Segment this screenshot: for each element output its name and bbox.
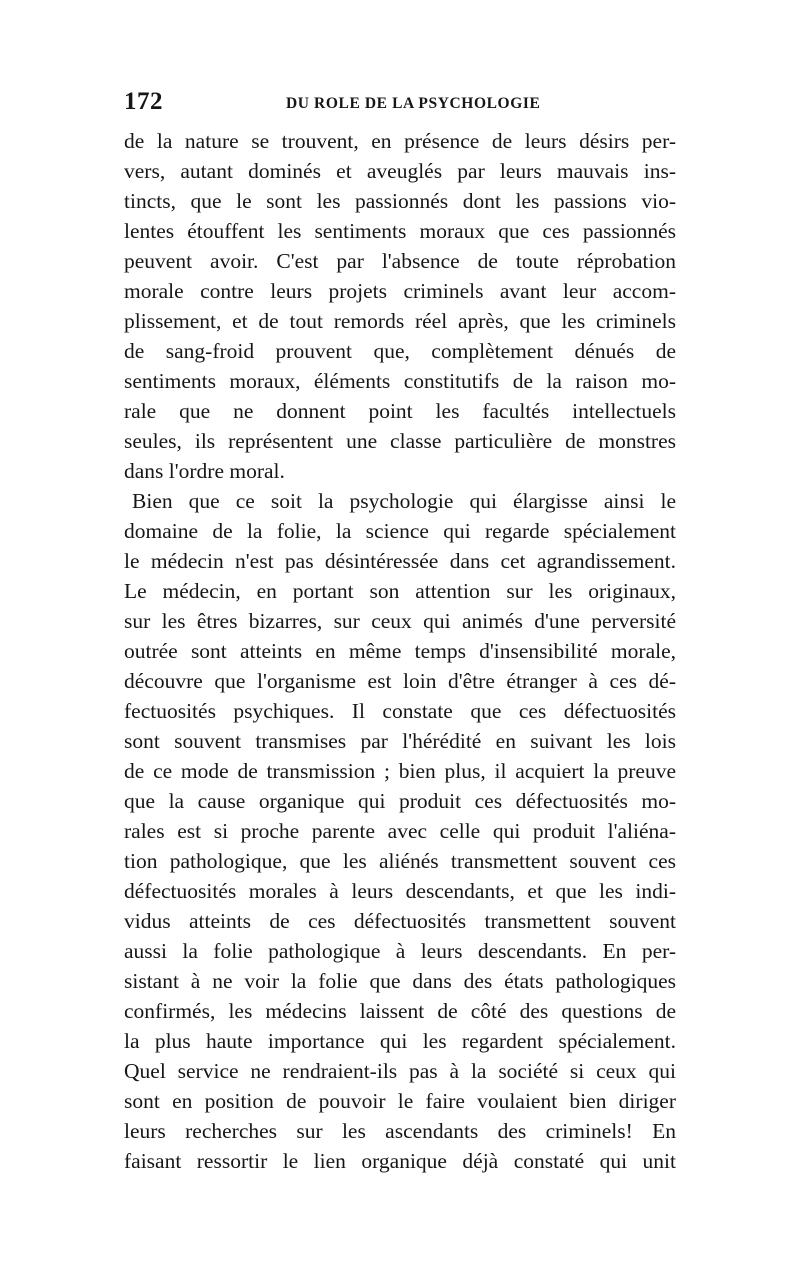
text-line: plissement, et de tout remords réel après, que les criminels (124, 309, 676, 333)
text-line: aussi la folie pathologique à leurs descendants. En per- (124, 939, 676, 963)
text-line: de la nature se trouvent, en présence de leurs désirs per- (124, 129, 676, 153)
text-line: tion pathologique, que les aliénés transmettent souvent ces (124, 849, 676, 873)
text-line: le médecin n'est pas désintéressée dans cet agrandissement. (124, 549, 676, 573)
text-line: peuvent avoir. C'est par l'absence de toute réprobation (124, 249, 676, 273)
text-line: que la cause organique qui produit ces défectuosités mo- (124, 789, 676, 813)
text-line: fectuosités psychiques. Il constate que ces défectuosités (124, 699, 676, 723)
text-line: Le médecin, en portant son attention sur les originaux, (124, 579, 676, 603)
paragraph-2 (124, 486, 676, 1176)
text-line: faisant ressortir le lien organique déjà constaté qui unit (124, 1149, 676, 1173)
text-line: Quel service ne rendraient-ils pas à la société si ceux qui (124, 1059, 676, 1083)
text-line: confirmés, les médecins laissent de côté des questions de (124, 999, 676, 1023)
text-line: défectuosités morales à leurs descendants, et que les indi- (124, 879, 676, 903)
text-line: lentes étouffent les sentiments moraux que ces passionnés (124, 219, 676, 243)
text-line: outrée sont atteints en même temps d'insensibilité morale, (124, 639, 676, 663)
paragraph-1 (124, 126, 676, 486)
text-line: sentiments moraux, éléments constitutifs de la raison mo- (124, 369, 676, 393)
text-line: de ce mode de transmission ; bien plus, il acquiert la preuve (124, 759, 676, 783)
text-line: rales est si proche parente avec celle qui produit l'aliéna- (124, 819, 676, 843)
text-line: sistant à ne voir la folie que dans des états pathologiques (124, 969, 676, 993)
running-head: DU ROLE DE LA PSYCHOLOGIE (286, 95, 541, 112)
text-line: leurs recherches sur les ascendants des criminels! En (124, 1119, 676, 1143)
text-line: de sang-froid prouvent que, complètement dénués de (124, 339, 676, 363)
text-line: Bien que ce soit la psychologie qui élargisse ainsi le (132, 489, 676, 513)
text-line: sont en position de pouvoir le faire voulaient bien diriger (124, 1089, 676, 1113)
text-line: vers, autant dominés et aveuglés par leurs mauvais ins- (124, 159, 676, 183)
text-line: dans l'ordre moral. (124, 459, 285, 483)
text-line: découvre que l'organisme est loin d'être étranger à ces dé- (124, 669, 676, 693)
page-number: 172 (124, 88, 163, 115)
text-line: sont souvent transmises par l'hérédité en suivant les lois (124, 729, 676, 753)
text-line: seules, ils représentent une classe particulière de monstres (124, 429, 676, 453)
text-line: domaine de la folie, la science qui regarde spécialement (124, 519, 676, 543)
text-line: rale que ne donnent point les facultés intellectuels (124, 399, 676, 423)
text-line: sur les êtres bizarres, sur ceux qui animés d'une perversité (124, 609, 676, 633)
page-header (124, 88, 676, 118)
text-line: morale contre leurs projets criminels avant leur accom- (124, 279, 676, 303)
text-line: la plus haute importance qui les regardent spécialement. (124, 1029, 676, 1053)
body-text (124, 126, 676, 1173)
text-line: vidus atteints de ces défectuosités transmettent souvent (124, 909, 676, 933)
text-line: tincts, que le sont les passionnés dont les passions vio- (124, 189, 676, 213)
